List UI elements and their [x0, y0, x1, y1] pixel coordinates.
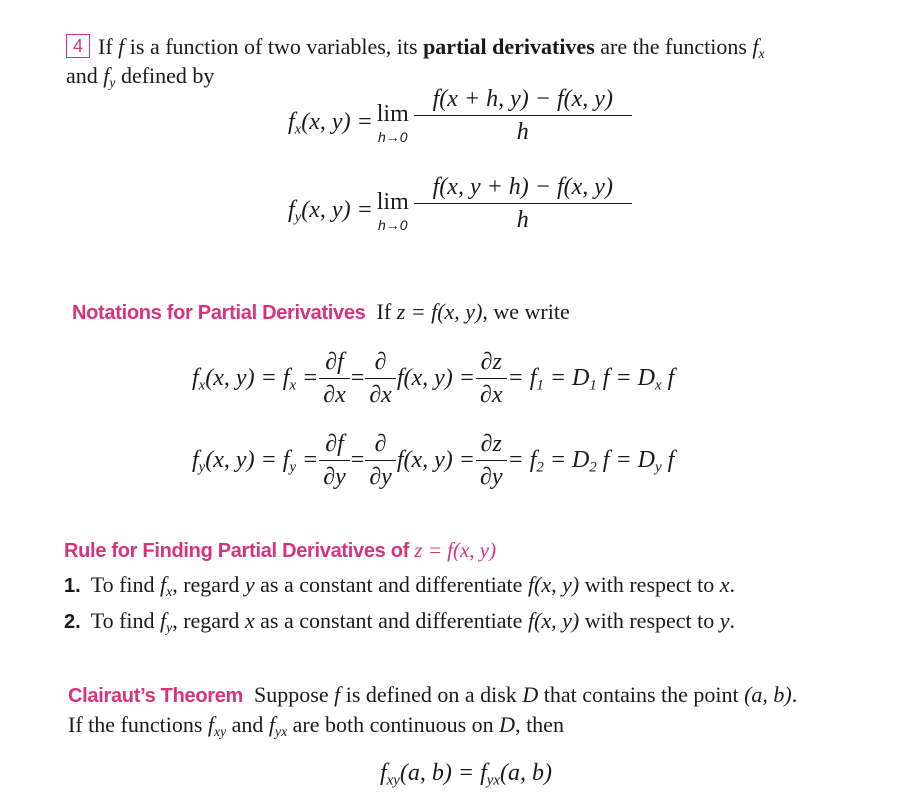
- rule-item-2: 2. To find $f_y$, regard x as a constant and differentiate f(x, y) with respect to y.: [64, 608, 736, 636]
- rule-item-1: 1. To find $f_x$, regard y as a constant and differentiate f(x, y) with respect to x.: [64, 572, 736, 600]
- clairaut-heading: Clairaut’s Theorem: [68, 685, 244, 707]
- clairaut-line-1: Clairaut’s Theorem Suppose f is defined on a disk D that contains the point (a, b).: [68, 682, 798, 707]
- rule-heading: Rule for Finding Partial Derivatives of z = f(x, y): [64, 538, 497, 562]
- clairaut-equation: $f_{xy}(a$, $b) = f_{yx}(a$, b): [380, 760, 552, 789]
- definition-number-box: 4: [66, 34, 90, 58]
- notations-heading: Notations for Partial Derivatives: [72, 302, 366, 324]
- intro-line-1: 4 If f is a function of two variables, its partial derivatives are the functions $f_x$: [66, 33, 765, 61]
- limit-definition-fx: $f_x(x$, y) = lim h→0 $\frac{f(x + h, y) - f(x, y)}{h}$: [288, 100, 633, 146]
- limit-definition-fy: $f_y(x$, y) = lim h→0 $\frac{f(x, y + h) - f(x, y)}{h}$: [288, 188, 633, 234]
- difference-quotient-y: $\frac{f(x, y + h) - f(x, y)}{h}$: [416, 174, 630, 234]
- notations-heading-line: Notations for Partial Derivatives If z = f(x, y), we write: [72, 299, 570, 324]
- notation-equation-y: $f_y(x$, $y) = f_y$ = $\frac{\partial f}{\partial y}$ = $\frac{\partial}{\partial y}$ f(x, y) = $\frac{\partial z}{\partial y}$ = $f_2 = D_2$ $f = D_y$ f: [192, 431, 675, 491]
- clairaut-line-2: If the functions $f_{xy}$ and $f_{yx}$ are both continuous on D, then: [68, 712, 564, 740]
- notation-equation-x: $f_x(x$, $y) = f_x$ = $\frac{\partial f}{\partial x}$ = $\frac{\partial}{\partial x}$ f(x, y) = $\frac{\partial z}{\partial x}$ = $f_1 = D_1$ $f = D_x$ f: [192, 349, 675, 409]
- intro-line-2: and $f_y$ defined by: [66, 63, 215, 91]
- bold-term: partial derivatives: [423, 34, 595, 59]
- limit-operator: lim h→0: [376, 101, 409, 146]
- difference-quotient-x: $\frac{f(x + h, y) - f(x, y)}{h}$: [416, 86, 630, 146]
- limit-operator: lim h→0: [376, 189, 409, 234]
